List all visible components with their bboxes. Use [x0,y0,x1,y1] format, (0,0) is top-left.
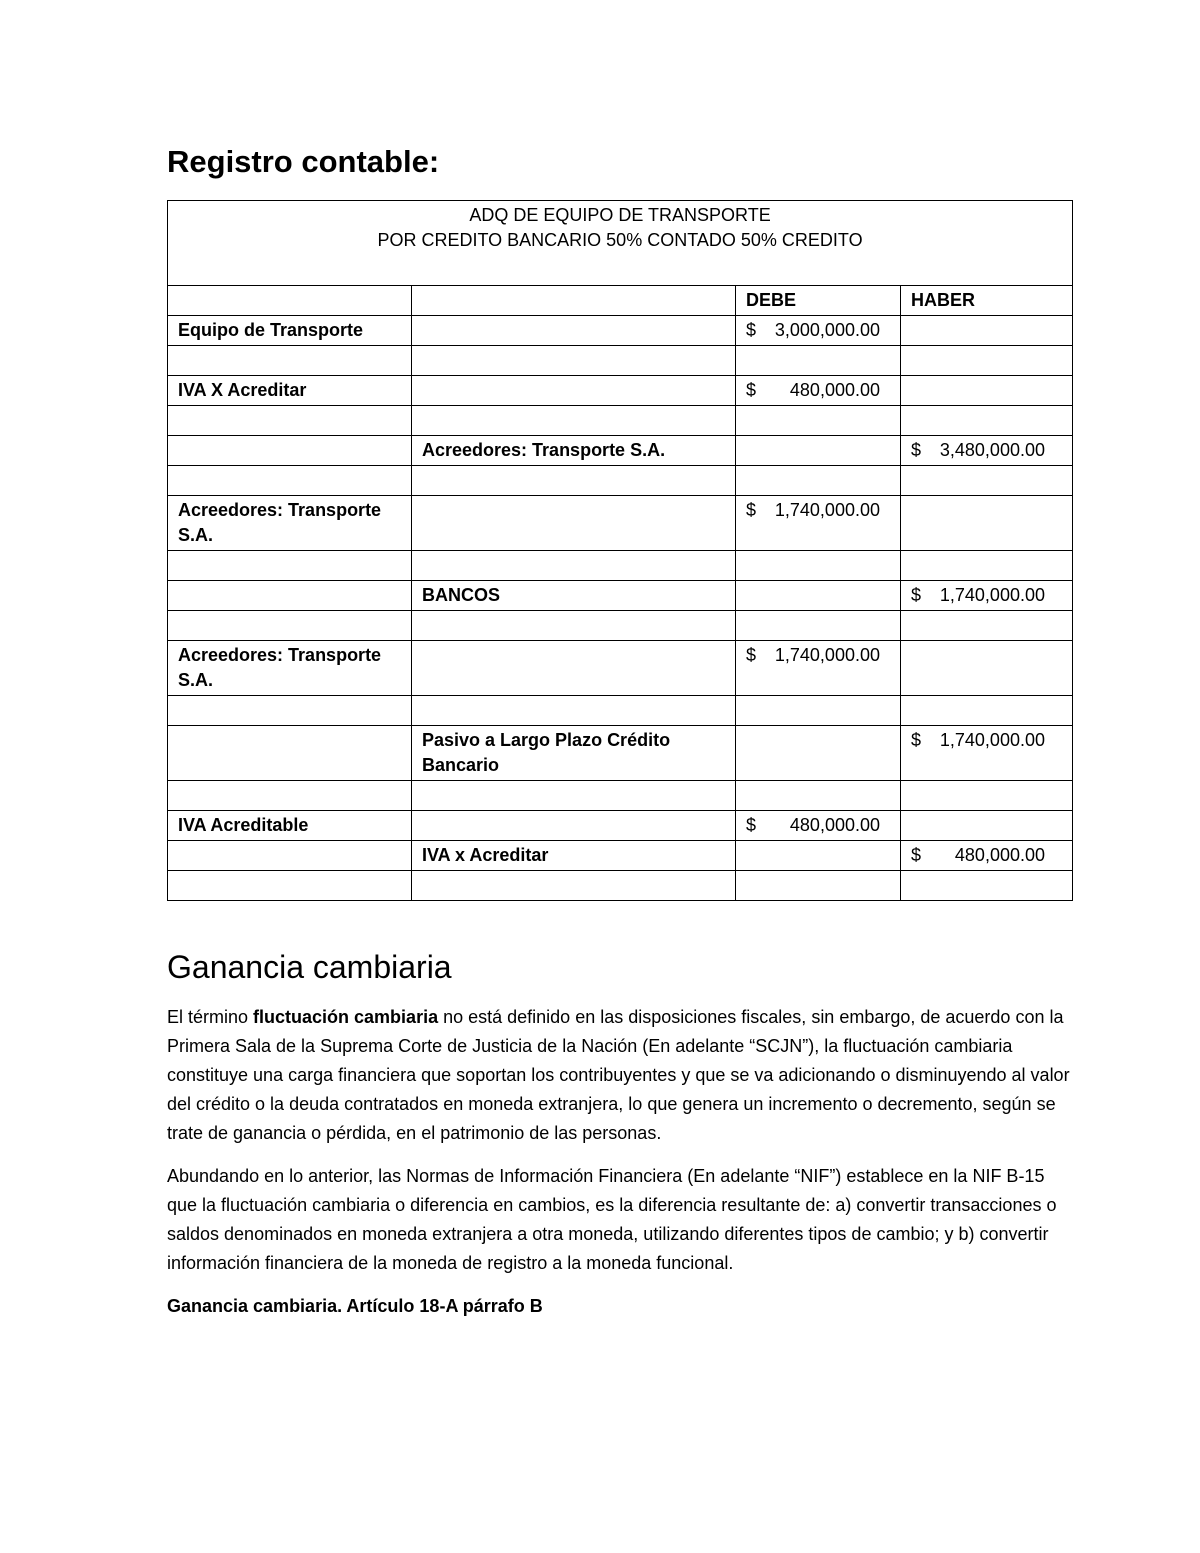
credit-account-cell [412,346,736,376]
table-row [168,581,1073,611]
debit-account-cell [168,551,412,581]
debe-cell [736,496,901,551]
debit-account-cell [168,581,412,611]
currency-symbol: $ [746,815,757,835]
debe-cell [736,316,901,346]
header-cell-empty [412,286,736,316]
table-row [168,871,1073,901]
credit-account-cell [412,466,736,496]
debe-cell [736,841,901,871]
table-title [168,201,1073,286]
haber-cell [901,871,1073,901]
amount: 1,740,000.00 [774,500,880,520]
debit-account-cell [168,611,412,641]
credit-account-cell [412,811,736,841]
table-row [168,496,1073,551]
credit-account-cell [412,406,736,436]
debit-account-cell [168,346,412,376]
debe-cell [736,726,901,781]
haber-cell [901,726,1073,781]
credit-account-cell [412,641,736,696]
debe-cell [736,436,901,466]
debe-cell [736,781,901,811]
table-row [168,841,1073,871]
haber-cell [901,346,1073,376]
credit-account-cell: IVA x Acreditar [412,841,736,871]
header-cell-empty [168,286,412,316]
credit-account-cell [412,551,736,581]
table-header-row [168,286,1073,316]
table-row [168,436,1073,466]
section-heading-ganancia: Ganancia cambiaria [167,949,452,985]
debe-cell [736,871,901,901]
amount: 3,480,000.00 [939,440,1045,460]
debe-cell [736,346,901,376]
currency-symbol: $ [911,845,922,865]
credit-account-cell [412,496,736,551]
credit-account-cell [412,316,736,346]
haber-cell [901,406,1073,436]
subheading-articulo: Ganancia cambiaria. Artículo 18-A párrafo B [167,1296,543,1316]
credit-account-cell [412,611,736,641]
currency-symbol: $ [746,645,757,665]
amount: 1,740,000.00 [939,585,1045,605]
debit-account-cell [168,436,412,466]
debit-account-cell [168,871,412,901]
debe-cell [736,466,901,496]
currency-symbol: $ [911,585,922,605]
table-row [168,781,1073,811]
currency-symbol: $ [911,730,922,750]
section-heading-registro: Registro contable: [167,144,440,179]
table-row [168,696,1073,726]
currency-symbol: $ [746,320,757,340]
amount: 3,000,000.00 [774,320,880,340]
debe-cell [736,611,901,641]
haber-cell [901,841,1073,871]
amount: 480,000.00 [789,380,880,400]
haber-cell [901,316,1073,346]
haber-cell [901,376,1073,406]
haber-cell [901,811,1073,841]
table-title-line1: ADQ DE EQUIPO DE TRANSPORTE [469,205,771,225]
credit-account-cell: Pasivo a Largo Plazo Crédito Bancario [412,726,736,781]
credit-account-cell [412,376,736,406]
debit-account-cell: Acreedores: Transporte S.A. [168,641,412,696]
debit-account-cell [168,466,412,496]
debe-cell [736,376,901,406]
debe-cell [736,551,901,581]
amount: 480,000.00 [954,845,1045,865]
credit-account-cell: BANCOS [412,581,736,611]
debe-cell [736,811,901,841]
haber-cell [901,551,1073,581]
amount: 1,740,000.00 [939,730,1045,750]
table-row [168,466,1073,496]
table-row [168,346,1073,376]
debit-account-cell [168,841,412,871]
credit-account-cell: Acreedores: Transporte S.A. [412,436,736,466]
haber-cell [901,696,1073,726]
table-row [168,611,1073,641]
debe-cell [736,406,901,436]
debe-cell [736,641,901,696]
header-debe: DEBE [736,286,901,316]
ledger-table [167,200,1073,901]
haber-cell [901,781,1073,811]
haber-cell [901,641,1073,696]
debit-account-cell [168,781,412,811]
table-row [168,376,1073,406]
haber-cell [901,581,1073,611]
p1-bold-term: fluctuación cambiaria [253,1007,439,1027]
paragraph-2: Abundando en lo anterior, las Normas de Información Financiera (En adelante “NIF”) establece en la NIF B-15 que la fluctuación cambiaria o diferencia en cambios, es la diferencia resultante de: a) convertir transacciones o saldos denominados en moneda extranjera a otra moneda, utilizando diferentes tipos de cambio; y b) convertir información financiera de la moneda de registro a la moneda funcional. [167,1166,1057,1273]
haber-cell [901,496,1073,551]
debe-cell [736,581,901,611]
p1-post: no está definido en las disposiciones fiscales, sin embargo, de acuerdo con la Primera Sala de la Suprema Corte de Justicia de la Nación (En adelante “SCJN”), la fluctuación cambiaria constituye una carga financiera que soportan los contribuyentes y que se va adicionando o disminuyendo al valor del crédito o la deuda contratados en moneda extranjera, lo que genera un incremento o decremento, según se trate de ganancia o pérdida, en el patrimonio de las personas. [167,1007,1070,1143]
table-title-line2: POR CREDITO BANCARIO 50% CONTADO 50% CREDITO [377,230,863,250]
table-title-row [168,201,1073,286]
debit-account-cell [168,726,412,781]
haber-cell [901,611,1073,641]
amount: 1,740,000.00 [774,645,880,665]
table-row [168,316,1073,346]
debit-account-cell [168,696,412,726]
currency-symbol: $ [746,500,757,520]
debit-account-cell: Acreedores: Transporte S.A. [168,496,412,551]
credit-account-cell [412,781,736,811]
header-haber: HABER [901,286,1073,316]
debit-account-cell: IVA X Acreditar [168,376,412,406]
document-page [167,140,1072,1321]
debit-account-cell: IVA Acreditable [168,811,412,841]
debit-account-cell: Equipo de Transporte [168,316,412,346]
credit-account-cell [412,871,736,901]
table-row [168,406,1073,436]
amount: 480,000.00 [789,815,880,835]
haber-cell [901,466,1073,496]
table-row [168,641,1073,696]
haber-cell [901,436,1073,466]
p1-pre: El término [167,1007,254,1027]
credit-account-cell [412,696,736,726]
paragraph-1 [167,1003,1072,1148]
table-row [168,551,1073,581]
debit-account-cell [168,406,412,436]
table-row [168,726,1073,781]
currency-symbol: $ [911,440,922,460]
table-row [168,811,1073,841]
currency-symbol: $ [746,380,757,400]
debe-cell [736,696,901,726]
